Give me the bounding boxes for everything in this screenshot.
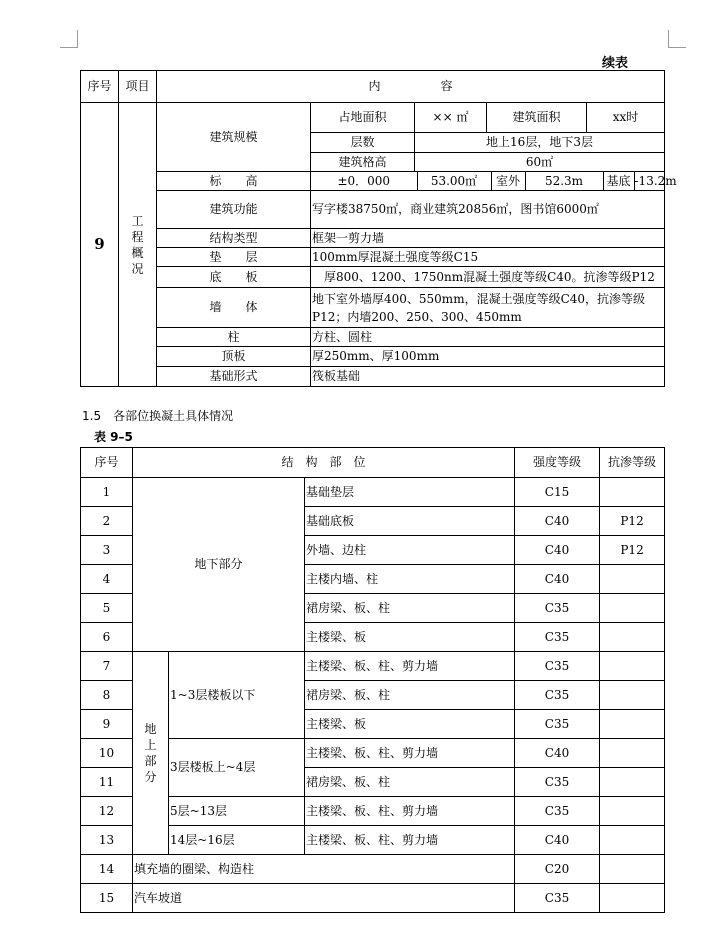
row-part: 汽车坡道 xyxy=(133,884,515,913)
table-row xyxy=(81,652,665,681)
row-strength: C40 xyxy=(515,565,600,594)
row-part: 主楼内墙、柱 xyxy=(305,565,515,594)
structure-label: 结构类型 xyxy=(157,229,311,248)
row-strength: C40 xyxy=(515,739,600,768)
margin-mark-top-right xyxy=(668,30,686,48)
row-part: 主楼梁、板 xyxy=(305,623,515,652)
margin-mark-top-left xyxy=(60,30,78,48)
header-content: 内 容 xyxy=(157,71,665,103)
row-strength: C40 xyxy=(515,826,600,855)
overview-item: 工程概况 xyxy=(119,103,157,387)
row-no: 1 xyxy=(81,478,133,507)
row-no: 6 xyxy=(81,623,133,652)
elevation-outdoor-label: 室外 xyxy=(491,172,525,190)
concrete-grade-table xyxy=(80,447,665,913)
row-part: 主楼梁、板 xyxy=(305,710,515,739)
row-strength: C35 xyxy=(515,623,600,652)
elevation-zero-value: 53.00㎡ xyxy=(417,172,491,190)
row-part: 裙房梁、板、柱 xyxy=(305,681,515,710)
row-strength: C35 xyxy=(515,797,600,826)
row-impermeability xyxy=(600,797,665,826)
section-heading: 1.5 各部位换凝土具体情况 xyxy=(82,409,234,423)
land-area-label: 占地面积 xyxy=(311,103,415,133)
roof-label: 顶板 xyxy=(157,347,311,367)
row-impermeability xyxy=(600,594,665,623)
row-no: 4 xyxy=(81,565,133,594)
floor-area-label: 建筑面积 xyxy=(487,103,587,133)
continued-label: 续表 xyxy=(601,56,628,71)
project-overview-table xyxy=(80,70,677,387)
row-strength: C35 xyxy=(515,652,600,681)
roof-value: 厚250mm、厚100mm xyxy=(311,347,665,367)
row-impermeability xyxy=(600,884,665,913)
function-value: 写字楼38750㎡，商业建筑20856㎡，图书馆6000㎡ xyxy=(311,191,665,229)
floors-value: 地上16层，地下3层 xyxy=(415,133,665,153)
row-strength: C35 xyxy=(515,710,600,739)
row-impermeability xyxy=(600,565,665,594)
elevation-base-label: 基底 xyxy=(603,172,634,190)
height-label: 建筑格高 xyxy=(311,153,415,172)
row-part: 基础底板 xyxy=(305,507,515,536)
table-row xyxy=(81,739,665,768)
row-no: 13 xyxy=(81,826,133,855)
row-no: 2 xyxy=(81,507,133,536)
floors-label: 层数 xyxy=(311,133,415,153)
elevation-zero: ±0．000 xyxy=(311,172,417,190)
table-row xyxy=(81,855,665,884)
overview-no: 9 xyxy=(81,103,119,387)
elevation-values xyxy=(311,172,677,191)
row-impermeability xyxy=(600,826,665,855)
column-label: 柱 xyxy=(157,328,311,347)
wall-value: 地下室外墙厚400、550mm，混凝土强度等级C40，抗渗等级P12；内墙200、250、300、450mm xyxy=(311,288,665,328)
structure-value: 框架一剪力墙 xyxy=(311,229,665,248)
row-part: 主楼梁、板、柱、剪力墙 xyxy=(305,652,515,681)
row-part: 主楼梁、板、柱、剪力墙 xyxy=(305,739,515,768)
row-impermeability: P12 xyxy=(600,536,665,565)
row-strength: C15 xyxy=(515,478,600,507)
row-no: 15 xyxy=(81,884,133,913)
cushion-label: 垫 层 xyxy=(157,248,311,267)
group-1-3-label: 1~3层楼板以下 xyxy=(169,652,305,739)
row-no: 5 xyxy=(81,594,133,623)
foundation-label: 基础形式 xyxy=(157,367,311,387)
foundation-value: 筏板基础 xyxy=(311,367,665,387)
table-row xyxy=(81,826,665,855)
row-part: 基础垫层 xyxy=(305,478,515,507)
row-part: 裙房梁、板、柱 xyxy=(305,768,515,797)
scale-label: 建筑规模 xyxy=(157,103,311,172)
header-part: 结 构 部 位 xyxy=(133,448,515,478)
header-strength: 强度等级 xyxy=(515,448,600,478)
row-no: 7 xyxy=(81,652,133,681)
row-part: 主楼梁、板、柱、剪力墙 xyxy=(305,826,515,855)
row-no: 3 xyxy=(81,536,133,565)
table-caption: 表 9–5 xyxy=(94,430,133,444)
aboveground-label: 地上部分 xyxy=(133,652,169,855)
row-impermeability xyxy=(600,739,665,768)
row-no: 12 xyxy=(81,797,133,826)
elevation-outdoor-value: 52.3m xyxy=(525,172,603,190)
row-impermeability xyxy=(600,768,665,797)
row-strength: C40 xyxy=(515,507,600,536)
row-impermeability xyxy=(600,710,665,739)
row-part: 主楼梁、板、柱、剪力墙 xyxy=(305,797,515,826)
row-part: 填充墙的圈梁、构造柱 xyxy=(133,855,515,884)
wall-label: 墙 体 xyxy=(157,288,311,328)
cushion-value: 100mm厚混凝土强度等级C15 xyxy=(311,248,665,267)
row-no: 11 xyxy=(81,768,133,797)
header-impermeability: 抗渗等级 xyxy=(600,448,665,478)
row-strength: C35 xyxy=(515,681,600,710)
row-strength: C35 xyxy=(515,884,600,913)
row-part: 外墙、边柱 xyxy=(305,536,515,565)
floor-area-value: xx时 xyxy=(587,103,665,133)
row-strength: C35 xyxy=(515,768,600,797)
bottom-slab-label: 底 板 xyxy=(157,267,311,288)
row-strength: C40 xyxy=(515,536,600,565)
row-part: 裙房梁、板、柱 xyxy=(305,594,515,623)
header-no: 序号 xyxy=(81,71,119,103)
group-3-4-label: 3层楼板上~4层 xyxy=(169,739,305,797)
row-impermeability xyxy=(600,681,665,710)
header-no: 序号 xyxy=(81,448,133,478)
row-no: 8 xyxy=(81,681,133,710)
elevation-label: 标 高 xyxy=(157,172,311,191)
function-label: 建筑功能 xyxy=(157,191,311,229)
table-row xyxy=(81,884,665,913)
row-impermeability xyxy=(600,623,665,652)
column-value: 方柱、圆柱 xyxy=(311,328,665,347)
height-value: 60㎡ xyxy=(415,153,665,172)
group-14-16-label: 14层~16层 xyxy=(169,826,305,855)
group-5-13-label: 5层~13层 xyxy=(169,797,305,826)
elevation-base-value: -13.2m xyxy=(634,172,674,190)
row-impermeability xyxy=(600,855,665,884)
table-row xyxy=(81,797,665,826)
row-impermeability xyxy=(600,652,665,681)
land-area-value: ×× ㎡ xyxy=(415,103,487,133)
row-no: 14 xyxy=(81,855,133,884)
bottom-slab-value: 厚800、1200、1750nm混凝土强度等级C40。抗渗等级P12 xyxy=(311,267,665,288)
header-item: 项目 xyxy=(119,71,157,103)
row-strength: C35 xyxy=(515,594,600,623)
underground-label: 地下部分 xyxy=(133,478,305,652)
row-impermeability xyxy=(600,478,665,507)
row-no: 10 xyxy=(81,739,133,768)
row-impermeability: P12 xyxy=(600,507,665,536)
row-strength: C20 xyxy=(515,855,600,884)
row-no: 9 xyxy=(81,710,133,739)
table-row xyxy=(81,478,665,507)
